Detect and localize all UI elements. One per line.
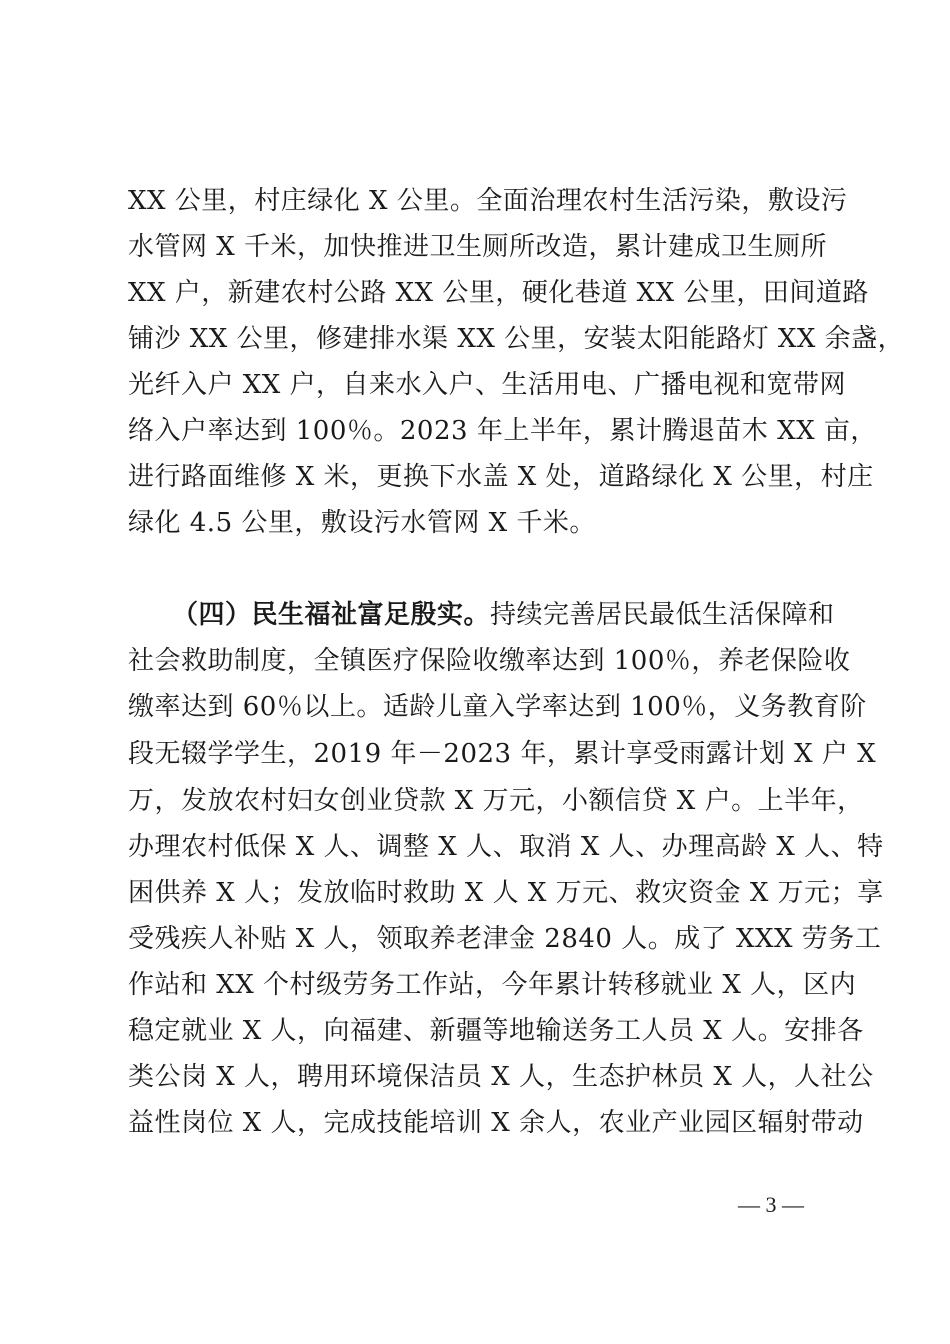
paragraph-line: 益性岗位 X 人，完成技能培训 X 余人，农业产业园区辐射带动 <box>128 1108 864 1138</box>
paragraph-line: XX 户，新建农村公路 XX 公里，硬化巷道 XX 公里，田间道路 <box>128 278 869 308</box>
page-number: — 3 — <box>738 1192 804 1217</box>
paragraph-line: 办理农村低保 X 人、调整 X 人、取消 X 人、办理高龄 X 人、特 <box>128 832 884 862</box>
paragraph-line: 类公岗 X 人，聘用环境保洁员 X 人，生态护林员 X 人，人社公 <box>128 1062 874 1092</box>
paragraph-line: 水管网 X 千米，加快推进卫生厕所改造，累计建成卫生厕所 <box>128 232 828 262</box>
paragraph-line: 缴率达到 60％以上。适龄儿童入学率达到 100％，义务教育阶 <box>128 692 867 722</box>
paragraph-line: 进行路面维修 X 米，更换下水盖 X 处，道路绿化 X 公里，村庄 <box>128 462 874 492</box>
paragraph-line: 段无辍学学生，2019 年－2023 年，累计享受雨露计划 X 户 X <box>128 739 877 769</box>
paragraph-line: 作站和 XX 个村级劳务工作站，今年累计转移就业 X 人，区内 <box>128 970 857 1000</box>
paragraph-line: 光纤入户 XX 户，自来水入户、生活用电、广播电视和宽带网 <box>128 370 847 400</box>
section-first-line <box>172 598 835 632</box>
paragraph-line: 绿化 4.5 公里，敷设污水管网 X 千米。 <box>128 508 596 538</box>
section-heading: （四）民生福祉富足殷实。 <box>172 600 491 630</box>
paragraph-line: 困供养 X 人；发放临时救助 X 人 X 万元、救灾资金 X 万元；享 <box>128 878 884 908</box>
paragraph-line: 社会救助制度，全镇医疗保险收缴率达到 100％，养老保险收 <box>128 646 851 676</box>
paragraph-line: 万，发放农村妇女创业贷款 X 万元，小额信贷 X 户。上半年， <box>128 786 864 816</box>
paragraph-line: 稳定就业 X 人，向福建、新疆等地输送务工人员 X 人。安排各 <box>128 1016 864 1046</box>
paragraph-line: XX 公里，村庄绿化 X 公里。全面治理农村生活污染，敷设污 <box>128 186 848 216</box>
paragraph-line: 络入户率达到 100％。2023 年上半年，累计腾退苗木 XX 亩， <box>128 416 877 446</box>
paragraph-line: 铺沙 XX 公里，修建排水渠 XX 公里，安装太阳能路灯 XX 余盏， <box>128 324 905 354</box>
section-first-line-text: 持续完善居民最低生活保障和 <box>490 600 835 630</box>
paragraph-line: 受残疾人补贴 X 人，领取养老津金 2840 人。成了 XXX 劳务工 <box>128 924 882 954</box>
